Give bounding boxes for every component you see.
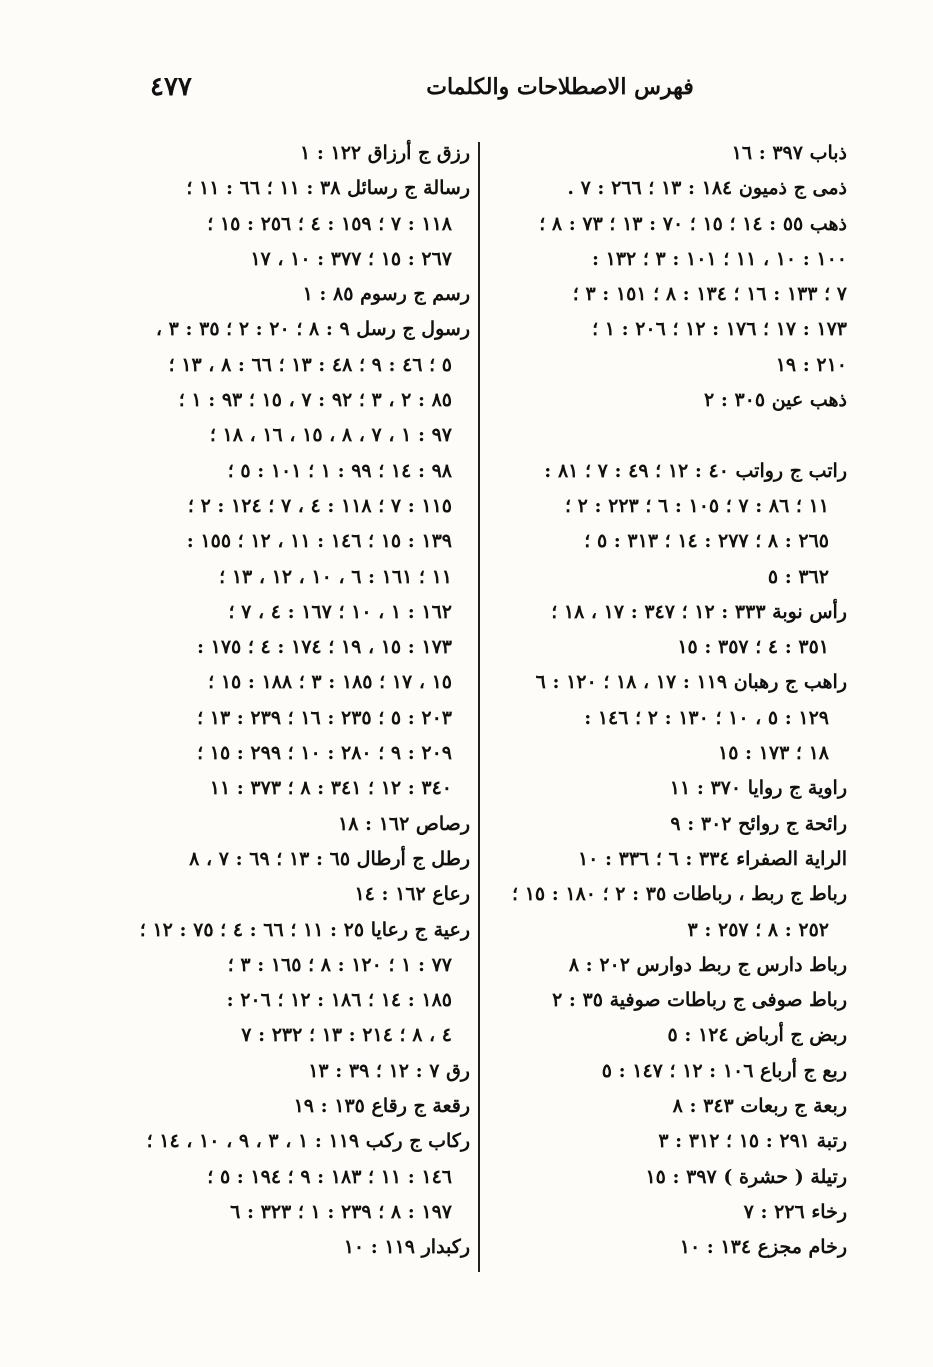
index-entry-line: ركبدار ١١٩ : ١٠ bbox=[343, 1236, 470, 1259]
index-entry-line: راهب ج رهبان ١١٩ : ١٧ ، ١٨ ؛ ١٢٠ : ٦ bbox=[535, 671, 847, 694]
page-number: ٤٧٧ bbox=[150, 72, 192, 102]
index-entry-line: ٢٠٩ : ٩ ؛ ٢٨٠ : ١٠ ؛ ٢٩٩ : ١٥ ؛ bbox=[197, 742, 452, 765]
index-entry-line: ١٧٣ : ١٧ ؛ ١٧٦ : ١٢ ؛ ٢٠٦ : ١ ؛ bbox=[592, 318, 847, 341]
index-entry-line: ذمى ج ذميون ١٨٤ : ١٣ ؛ ٢٦٦ : ٧ . bbox=[567, 177, 847, 200]
index-entry-line: رائحة ج روائح ٣٠٢ : ٩ bbox=[670, 812, 847, 835]
index-entry-line: رصاص ١٦٢ : ١٨ bbox=[338, 812, 470, 835]
index-entry-line: رق ٧ : ١٢ ؛ ٣٩ : ١٣ bbox=[308, 1059, 470, 1082]
index-entry-line: رسول ج رسل ٩ : ٨ ؛ ٢٠ : ٢ ؛ ٣٥ : ٣ ، bbox=[155, 318, 470, 341]
index-entry-line: رعية ج رعايا ٢٥ : ١١ ؛ ٦٦ : ٤ ؛ ٧٥ : ١٢ ؛ bbox=[139, 918, 470, 941]
index-entry-line: رطل ج أرطال ٦٥ : ١٣ ؛ ٦٩ : ٧ ، ٨ bbox=[189, 847, 470, 870]
index-entry-line: ٧٧ : ١ ؛ ١٢٠ : ٨ ؛ ١٦٥ : ٣ ؛ bbox=[227, 953, 452, 976]
index-entry-line: ٣٥١ : ٤ ؛ ٣٥٧ : ١٥ bbox=[677, 636, 829, 659]
index-entry-line: رخاء ٢٢٦ : ٧ bbox=[743, 1200, 847, 1223]
index-entry-line bbox=[492, 418, 847, 453]
index-entry-line: رعاع ١٦٢ : ١٤ bbox=[354, 883, 470, 906]
index-entry-line: ٩٨ : ١٤ ؛ ٩٩ : ١ ؛ ١٠١ : ٥ ؛ bbox=[227, 459, 452, 482]
index-entry-line: رباط ج ربط ، رباطات ٣٥ : ٢ ؛ ١٨٠ : ١٥ ؛ bbox=[512, 883, 847, 906]
index-entry-line: ١٢٩ : ٥ ، ١٠ ؛ ١٣٠ : ٢ ؛ ١٤٦ : bbox=[584, 706, 829, 729]
index-column-left bbox=[116, 136, 470, 1266]
index-entry-line: رقعة ج رقاع ١٣٥ : ١٩ bbox=[293, 1095, 470, 1118]
index-entry-line: ١٩٧ : ٨ ؛ ٢٣٩ : ١ ؛ ٣٢٣ : ٦ bbox=[230, 1200, 452, 1223]
index-entry-line: ١١٥ : ٧ ؛ ١١٨ : ٤ ، ٧ ؛ ١٢٤ : ٢ ؛ bbox=[187, 494, 452, 517]
index-column-right bbox=[492, 136, 847, 1266]
index-entry-line: رأس نوبة ٣٣٣ : ١٢ ؛ ٣٤٧ : ١٧ ، ١٨ ؛ bbox=[551, 600, 847, 623]
index-entry-line: راوية ج روايا ٣٧٠ : ١١ bbox=[669, 777, 847, 800]
column-divider bbox=[478, 142, 480, 1272]
index-entry-line: ١٧٣ : ١٥ ، ١٩ ؛ ١٧٤ : ٤ ؛ ١٧٥ : bbox=[196, 636, 452, 659]
index-entry-line: رباط دارس ج ربط دوارس ٢٠٢ : ٨ bbox=[568, 953, 847, 976]
index-entry-line: ٣٦٢ : ٥ bbox=[767, 565, 829, 588]
index-entry-line: ١٨٥ : ١٤ ؛ ١٨٦ : ١٢ ؛ ٢٠٦ : bbox=[226, 989, 452, 1012]
index-entry-line: ٢٦٥ : ٨ ؛ ٢٧٧ : ١٤ ؛ ٣١٣ : ٥ ؛ bbox=[584, 530, 829, 553]
index-entry-line: ذهب عين ٣٠٥ : ٢ bbox=[704, 389, 847, 412]
index-entry-line: رسم ج رسوم ٨٥ : ١ bbox=[302, 283, 470, 306]
index-entry-line: ذباب ٣٩٧ : ١٦ bbox=[731, 142, 847, 164]
index-entry-line: رسالة ج رسائل ٣٨ : ١١ ؛ ٦٦ : ١١ ؛ bbox=[186, 177, 470, 200]
index-entry-line: ٢١٠ : ١٩ bbox=[775, 353, 847, 376]
index-entry-line: ٧ ؛ ١٣٣ : ١٦ ؛ ١٣٤ : ٨ ؛ ١٥١ : ٣ ؛ bbox=[572, 283, 847, 306]
index-entry-line: رتبة ٢٩١ : ١٥ ؛ ٣١٢ : ٣ bbox=[658, 1130, 847, 1153]
index-entry-line: ركاب ج ركب ١١٩ : ١ ، ٣ ، ٩ ، ١٠ ، ١٤ ؛ bbox=[146, 1130, 470, 1153]
index-entry-line: ربعة ج ربعات ٣٤٣ : ٨ bbox=[672, 1095, 847, 1118]
index-entry-line: ١٣٩ : ١٥ ؛ ١٤٦ : ١١ ، ١٢ ؛ ١٥٥ : bbox=[186, 530, 452, 553]
index-entry-line: راتب ج رواتب ٤٠ : ١٢ ؛ ٤٩ : ٧ ؛ ٨١ : bbox=[544, 459, 847, 482]
index-entry-line: ٣٤٠ : ١٢ ؛ ٣٤١ : ٨ ؛ ٣٧٣ : ١١ bbox=[209, 777, 452, 800]
index-entry-line: ١١ ؛ ٨٦ : ٧ ؛ ١٠٥ : ٦ ؛ ٢٢٣ : ٢ ؛ bbox=[565, 494, 829, 517]
index-entry-line: ٢٥٢ : ٨ ؛ ٢٥٧ : ٣ bbox=[687, 918, 829, 941]
page-header bbox=[150, 72, 850, 106]
index-entry-line: ربع ج أرباع ١٠٦ : ١٢ ؛ ١٤٧ : ٥ bbox=[601, 1059, 847, 1082]
index-entry-line: ٢٦٧ : ١٥ ؛ ٣٧٧ : ١٠ ، ١٧ bbox=[250, 247, 452, 270]
index-entry-line: ربض ج أرباض ١٢٤ : ٥ bbox=[667, 1024, 847, 1047]
index-entry-line: ٥ ؛ ٤٦ : ٩ ؛ ٤٨ : ١٣ ؛ ٦٦ : ٨ ، ١٣ ؛ bbox=[168, 353, 452, 376]
index-entry-line: ١٤٦ : ١١ ؛ ١٨٣ : ٩ ؛ ١٩٤ : ٥ ؛ bbox=[207, 1165, 452, 1188]
index-entry-line: الراية الصفراء ٣٣٤ : ٦ ؛ ٣٣٦ : ١٠ bbox=[577, 847, 847, 870]
index-entry-line: ٤ ، ٨ ؛ ٢١٤ : ١٣ ؛ ٢٣٢ : ٧ bbox=[241, 1024, 452, 1047]
index-entry-line: ١١٨ : ٧ ؛ ١٥٩ : ٤ ؛ ٢٥٦ : ١٥ ؛ bbox=[207, 212, 452, 235]
index-entry-line: رخام مجزع ١٣٤ : ١٠ bbox=[679, 1236, 847, 1259]
index-entry-line: ١٠٠ : ١٠ ، ١١ ؛ ١٠١ : ٣ ؛ ١٣٢ : bbox=[591, 247, 847, 270]
index-entry-line: رتيلة ( حشرة ) ٣٩٧ : ١٥ bbox=[645, 1165, 847, 1188]
index-entry-line: ١٥ ، ١٧ ؛ ١٨٥ : ٣ ؛ ١٨٨ : ١٥ ؛ bbox=[208, 671, 452, 694]
index-entry-line: ٩٧ : ١ ، ٧ ، ٨ ، ١٥ ، ١٦ ، ١٨ ؛ bbox=[209, 424, 452, 447]
index-entry-line: ١٨ ؛ ١٧٣ : ١٥ bbox=[718, 742, 829, 765]
index-entry-line: ٨٥ : ٢ ، ٣ ؛ ٩٢ : ٧ ، ١٥ ؛ ٩٣ : ١ ؛ bbox=[178, 389, 452, 412]
index-entry-line: ١٦٢ : ١ ، ١٠ ؛ ١٦٧ : ٤ ، ٧ ؛ bbox=[228, 600, 452, 623]
running-title: فهرس الاصطلاحات والكلمات bbox=[426, 74, 694, 100]
index-entry-line: ٢٠٣ : ٥ ؛ ٢٣٥ : ١٦ ؛ ٢٣٩ : ١٣ ؛ bbox=[197, 706, 452, 729]
index-entry-line: رباط صوفى ج رباطات صوفية ٣٥ : ٢ bbox=[552, 989, 847, 1012]
index-entry-line: ١١ ؛ ١٦١ : ٦ ، ١٠ ، ١٢ ، ١٣ ؛ bbox=[219, 565, 452, 588]
index-entry-line: رزق ج أرزاق ١٢٢ : ١ bbox=[300, 142, 470, 164]
index-entry-line: ذهب ٥٥ : ١٤ ؛ ١٥ ؛ ٧٠ : ١٣ ؛ ٧٣ : ٨ ؛ bbox=[539, 212, 847, 235]
